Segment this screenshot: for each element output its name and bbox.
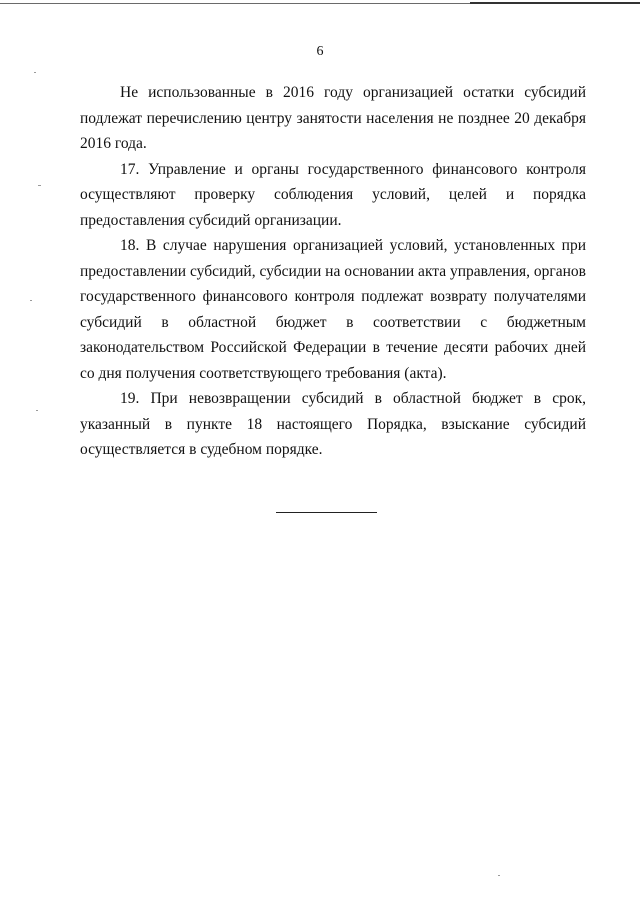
scan-speck [38, 185, 41, 186]
scan-edge-mark [470, 2, 640, 4]
document-body [80, 80, 586, 463]
paragraph-19-non-return: 19. При невозвращении субсидий в областной бюджет в срок, указанный в пункте 18 настоящего Порядка, взыскание субсидий осуществляется в судебном порядке. [80, 390, 586, 458]
page-number: 6 [316, 44, 324, 59]
scan-speck [34, 72, 36, 73]
paragraph-18-violation-return: 18. В случае нарушения организацией условий, установленных при предоставлении субсидий, субсидии на основании акта управления, органов государственного финансового контроля подлежат возврату получателями субсидий в областной бюджет в соответствии с бюджетным законодательством Российской Федерации в течение десяти рабочих дней со дня получения соответствующего требования (акта). [80, 237, 586, 382]
end-of-document-rule [276, 512, 377, 513]
scan-speck [36, 410, 38, 411]
scan-speck [498, 875, 500, 876]
paragraph-unused-subsidies: Не использованные в 2016 году организацией остатки субсидий подлежат перечислению центру занятости населения не позднее 20 декабря 2016 года. [80, 84, 586, 152]
paragraph-17-control: 17. Управление и органы государственного финансового контроля осуществляют проверку соблюдения условий, целей и порядка предоставления субсидий организации. [80, 160, 586, 229]
scan-speck [30, 300, 32, 301]
